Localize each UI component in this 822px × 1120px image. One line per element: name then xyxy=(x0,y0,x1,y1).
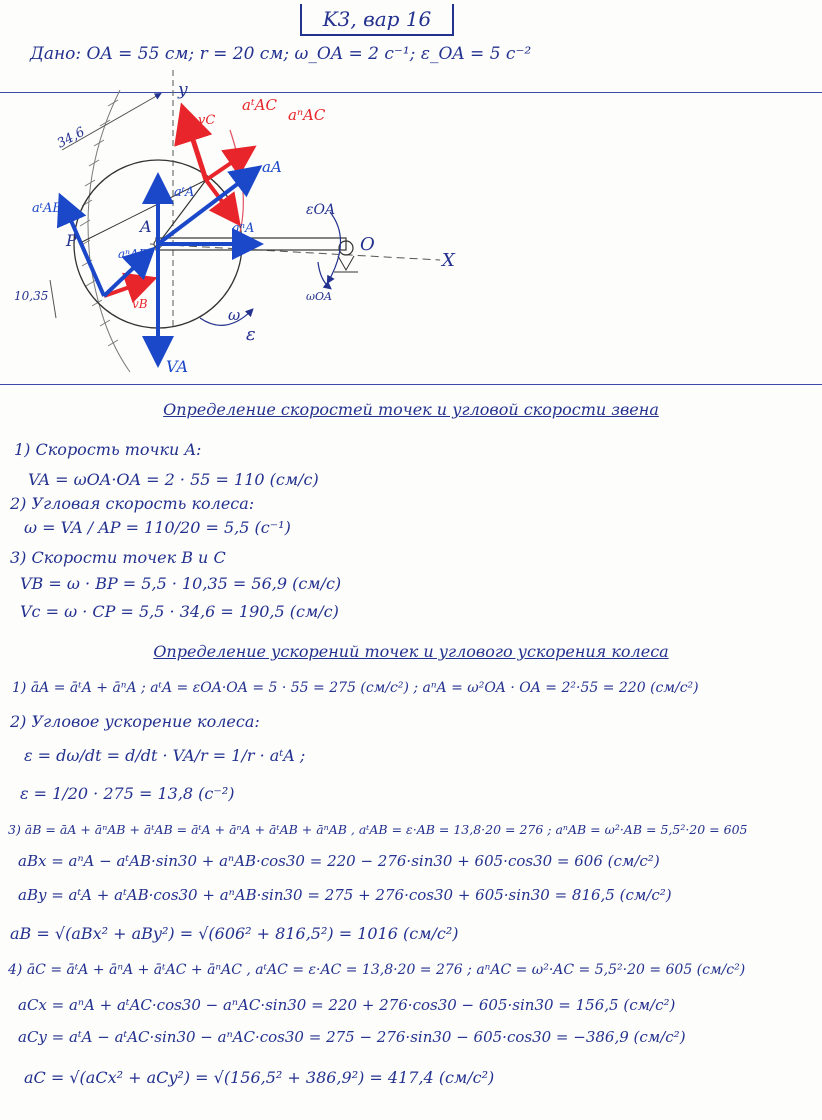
divider-middle xyxy=(0,384,822,385)
kinematic-diagram xyxy=(0,60,822,376)
label-an-ab: aⁿAB xyxy=(118,247,148,261)
dimension-ac: 34,6 xyxy=(54,124,88,152)
s2-line-7: aBy = aᵗA + aᵗAB·cos30 + aⁿAB·sin30 = 275 + 276·cos30 + 605·sin30 = 816,5 (см/с²) xyxy=(18,886,672,904)
label-va: VA xyxy=(166,357,189,376)
s1-line-3: 2) Угловая скорость колеса: xyxy=(10,494,255,513)
s2-line-8: aB = √(aBx² + aBy²) = √(606² + 816,5²) = 1016 (см/с²) xyxy=(10,924,459,943)
s2-line-6: aBx = aⁿA − aᵗAB·sin30 + aⁿAB·cos30 = 220 − 276·sin30 + 605·cos30 = 606 (см/с²) xyxy=(18,852,660,870)
s1-line-4: ω = VA / AP = 110/20 = 5,5 (c⁻¹) xyxy=(24,518,291,537)
x-axis-label: X xyxy=(442,250,455,271)
section2-heading: Определение ускорений точек и углового ускорения колеса xyxy=(153,642,669,661)
s1-line-5: 3) Скорости точек B и C xyxy=(10,548,226,567)
s2-line-4: ε = 1/20 · 275 = 13,8 (c⁻²) xyxy=(20,784,235,803)
vector-at-ac xyxy=(206,150,250,180)
label-aa: aA xyxy=(262,158,282,176)
epsilon-label: ε xyxy=(246,324,256,345)
s1-line-2: VA = ωOA·OA = 2 · 55 = 110 (см/с) xyxy=(28,470,319,489)
eps-oa-label: εOA xyxy=(306,202,336,218)
s1-line-1: 1) Скорость точки A: xyxy=(14,440,202,459)
s2-line-11: aCy = aᵗA − aᵗAC·sin30 − aⁿAC·cos30 = 275 − 276·sin30 − 605·cos30 = −386,9 (см/с²) xyxy=(18,1028,686,1046)
s2-line-10: aCx = aⁿA + aᵗAC·cos30 − aⁿAC·sin30 = 220 + 276·cos30 − 605·sin30 = 156,5 (см/с²) xyxy=(18,996,676,1014)
label-vc: vC xyxy=(198,113,216,128)
s2-line-5: 3) āB = āA + āⁿAB + āᵗAB = āᵗA + āⁿA + āᵗAB + āⁿAB , aᵗAB = ε·AB = 13,8·20 = 276 ; aⁿAB = ω²·AB = 5,5²·20 = 605 xyxy=(8,822,748,837)
point-a-label: A xyxy=(140,217,152,236)
label-at-ab: aᵗAB xyxy=(32,201,62,216)
s1-line-7: Vc = ω · CP = 5,5 · 34,6 = 190,5 (см/с) xyxy=(20,602,339,621)
label-an-ac: aⁿAC xyxy=(288,106,326,124)
label-at-ac: aᵗAC xyxy=(242,96,277,114)
dimension-line-bp xyxy=(50,280,56,318)
point-o-label: O xyxy=(360,234,375,255)
s1-line-6: VB = ω · BP = 5,5 · 10,35 = 56,9 (см/с) xyxy=(20,574,342,593)
x-axis xyxy=(150,244,440,260)
label-an-a: aⁿA xyxy=(232,221,255,236)
y-axis-label: y xyxy=(178,80,188,100)
s2-line-9: 4) āC = āᵗA + āⁿA + āᵗAC + āⁿAC , aᵗAC = ε·AC = 13,8·20 = 276 ; aⁿAC = ω²·AC = 5,5²·20 = 605 (см/с²) xyxy=(8,962,746,978)
section1-heading: Определение скоростей точек и угловой скорости звена xyxy=(163,400,659,419)
w-oa-arc xyxy=(318,262,330,288)
point-p-label: P xyxy=(66,231,77,250)
w-oa-label: ωOA xyxy=(306,290,332,303)
dimension-bp: 10,35 xyxy=(14,289,49,303)
s2-line-1: 1) āA = āᵗA + āⁿA ; aᵗA = εOA·OA = 5 · 55 = 275 (см/с²) ; aⁿA = ω²OA · OA = 2²·55 = 220 (см/с²) xyxy=(12,680,699,696)
label-vb: vB xyxy=(132,297,148,311)
label-at-a: aᵗA xyxy=(174,185,195,200)
s2-line-2: 2) Угловое ускорение колеса: xyxy=(10,712,260,731)
s2-line-12: aC = √(aCx² + aCy²) = √(156,5² + 386,9²) = 417,4 (см/с²) xyxy=(24,1068,495,1087)
s2-line-3: ε = dω/dt = d/dt · VA/r = 1/r · aᵗA ; xyxy=(24,746,306,765)
omega-label: ω xyxy=(228,306,241,324)
page-title: K3, вар 16 xyxy=(300,4,454,36)
given-data: Дано: OA = 55 см; r = 20 см; ω_OA = 2 c⁻¹; ε_OA = 5 c⁻² xyxy=(30,44,532,64)
